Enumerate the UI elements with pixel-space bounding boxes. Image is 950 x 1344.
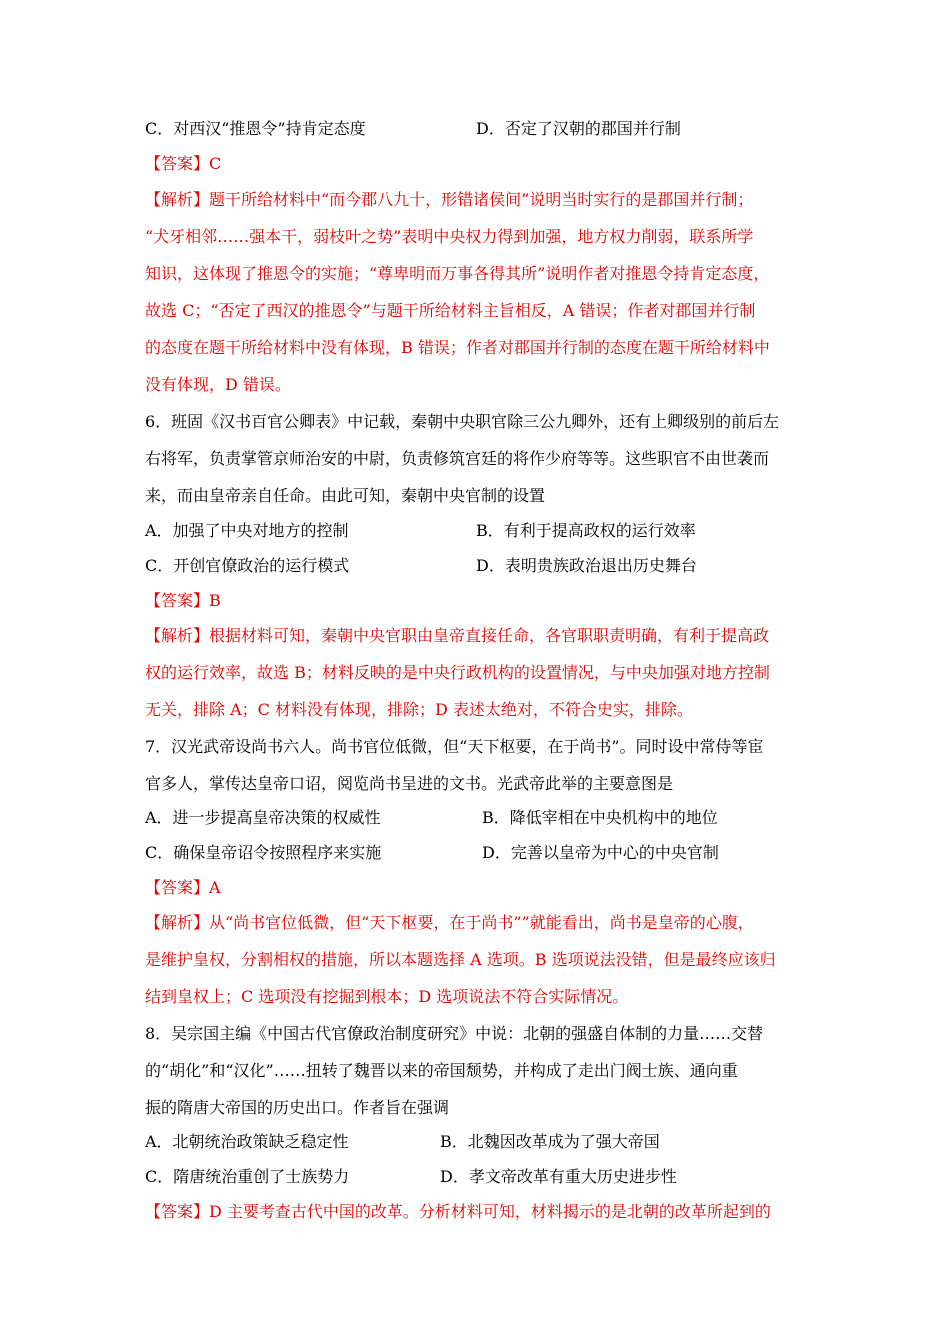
q7-analysis-line: 是维护皇权，分割相权的措施，所以本题选择 A 选项。B 选项说法没错，但是最终应该归 (145, 950, 776, 969)
q5-analysis-line: 知识，这体现了推恩令的实施；“尊卑明而万事各得其所”说明作者对推恩令持肯定态度， (145, 264, 770, 283)
q8-stem-line: 振的隋唐大帝国的历史出口。作者旨在强调 (145, 1098, 450, 1117)
q8-option-c: C．隋唐统治重创了士族势力 (145, 1167, 350, 1186)
q7-stem-line: 7．汉光武帝设尚书六人。尚书官位低微，但“天下枢要，在于尚书”。同时设中常侍等宦 (145, 737, 764, 756)
q5-analysis-line: “犬牙相邻……强本干，弱枝叶之势”表明中央权力得到加强，地方权力削弱，联系所学 (145, 227, 754, 246)
q7-stem-line: 官多人，掌传达皇帝口诏，阅览尚书呈进的文书。光武帝此举的主要意图是 (145, 774, 674, 793)
q7-option-b: B．降低宰相在中央机构中的地位 (482, 808, 718, 827)
q6-stem-line: 右将军，负责掌管京师治安的中尉，负责修筑宫廷的将作少府等等。这些职官不由世袭而 (145, 449, 770, 468)
q8-answer: 【答案】D 主要考查古代中国的改革。分析材料可知，材料揭示的是北朝的改革所起到的 (145, 1202, 771, 1221)
q7-analysis-line: 【解析】从“尚书官位低微，但“天下枢要，在于尚书””就能看出，尚书是皇帝的心腹， (145, 913, 754, 932)
q8-stem-line: 的“胡化”和“汉化”……扭转了魏晋以来的帝国颓势，并构成了走出门阀士族、通向重 (145, 1061, 738, 1080)
q6-option-c: C．开创官僚政治的运行模式 (145, 556, 350, 575)
q6-analysis-line: 【解析】根据材料可知，秦朝中央官职由皇帝直接任命，各官职职责明确，有利于提高政 (145, 626, 770, 645)
q5-analysis-line: 故选 C；“否定了西汉的推恩令”与题干所给材料主旨相反，A 错误；作者对郡国并行制 (145, 301, 756, 320)
q8-stem-line: 8．吴宗国主编《中国古代官僚政治制度研究》中说：北朝的强盛自体制的力量……交替 (145, 1024, 764, 1043)
q7-option-d: D．完善以皇帝为中心的中央官制 (482, 843, 719, 862)
q6-stem-line: 6．班固《汉书百官公卿表》中记载，秦朝中央职官除三公九卿外，还有上卿级别的前后左 (145, 412, 780, 431)
q5-option-c: C．对西汉“推恩令”持肯定态度 (145, 119, 366, 138)
q6-option-b: B．有利于提高政权的运行效率 (476, 521, 696, 540)
q8-option-b: B．北魏因改革成为了强大帝国 (440, 1132, 660, 1151)
q7-answer: 【答案】A (145, 878, 221, 897)
q5-answer: 【答案】C (145, 154, 222, 173)
q6-stem-line: 来，而由皇帝亲自任命。由此可知，秦朝中央官制的设置 (145, 486, 546, 505)
q6-option-a: A．加强了中央对地方的控制 (145, 521, 349, 540)
q5-option-d: D．否定了汉朝的郡国并行制 (476, 119, 681, 138)
q5-analysis-line: 【解析】题干所给材料中“而今郡八九十，形错诸侯间”说明当时实行的是郡国并行制； (145, 190, 754, 209)
q8-option-d: D．孝文帝改革有重大历史进步性 (440, 1167, 677, 1186)
q6-answer: 【答案】B (145, 591, 221, 610)
q6-option-d: D．表明贵族政治退出历史舞台 (476, 556, 697, 575)
q7-analysis-line: 结到皇权上；C 选项没有挖掘到根本；D 选项说法不符合实际情况。 (145, 987, 629, 1006)
q6-analysis-line: 权的运行效率，故选 B；材料反映的是中央行政机构的设置情况，与中央加强对地方控制 (145, 663, 770, 682)
q7-option-a: A．进一步提高皇帝决策的权威性 (145, 808, 381, 827)
q7-option-c: C．确保皇帝诏令按照程序来实施 (145, 843, 382, 862)
q5-analysis-line: 的态度在题干所给材料中没有体现，B 错误；作者对郡国并行制的态度在题干所给材料中 (145, 338, 770, 357)
q8-option-a: A．北朝统治政策缺乏稳定性 (145, 1132, 349, 1151)
q6-analysis-line: 无关，排除 A；C 材料没有体现，排除；D 表述太绝对，不符合史实，排除。 (145, 700, 693, 719)
q5-analysis-line: 没有体现，D 错误。 (145, 375, 291, 394)
